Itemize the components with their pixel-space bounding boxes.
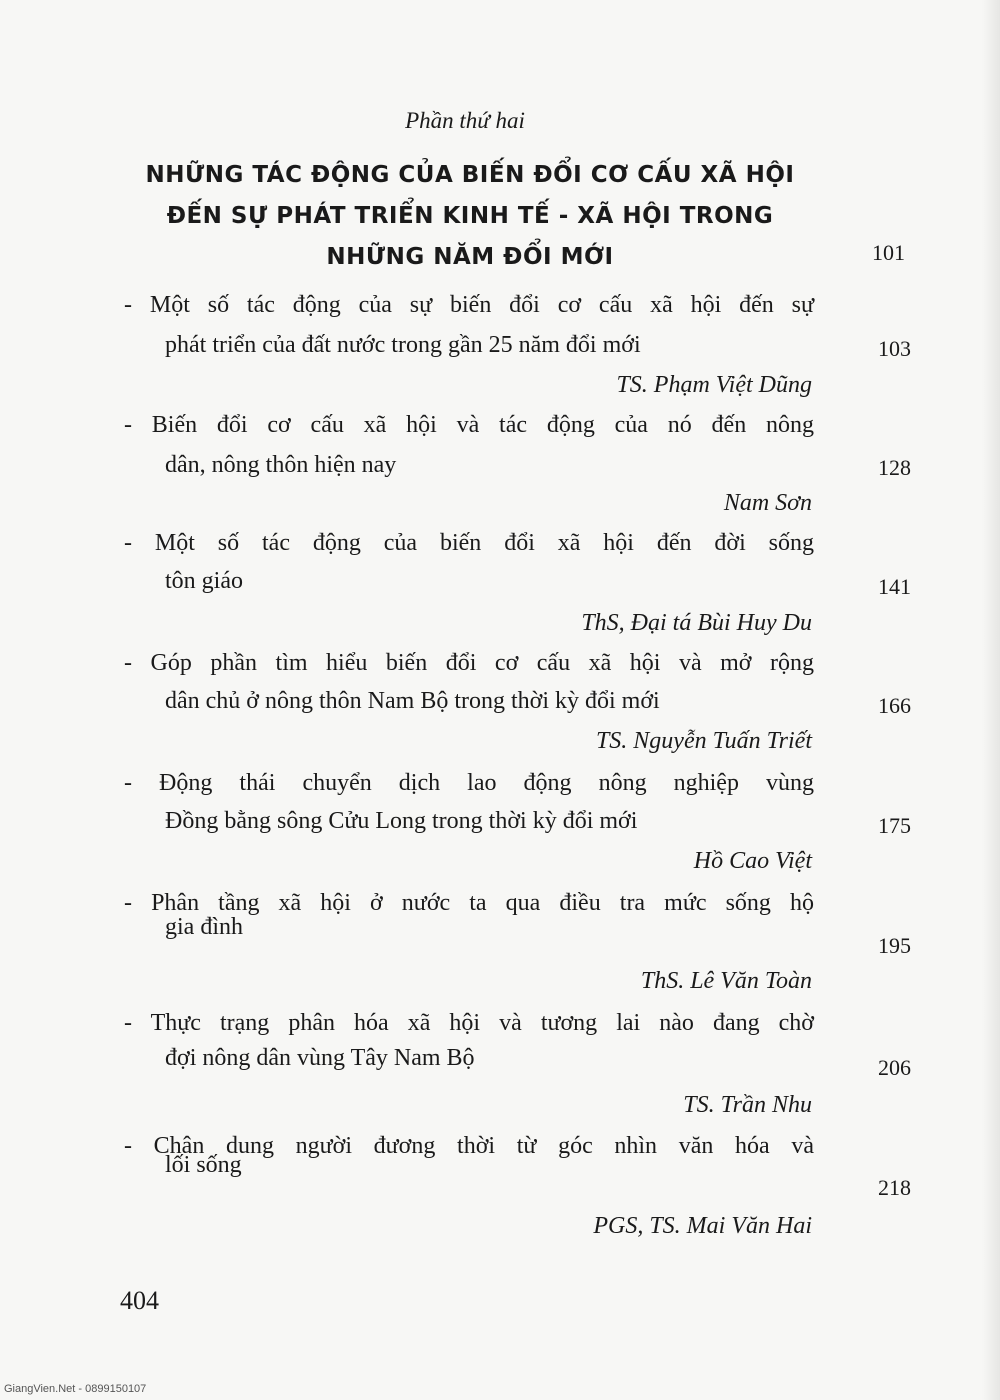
entry-title-line-2: tôn giáo [165,568,243,594]
entry-page-number: 195 [878,933,911,958]
section-title [130,155,810,278]
entry-author: TS. Trần Nhu [683,1092,812,1118]
section-title-line: NHỮNG NĂM ĐỔI MỚI [326,244,614,270]
entry-title-line-2: dân chủ ở nông thôn Nam Bộ trong thời kỳ đổi mới [165,688,660,714]
entry-title-line-2: lối sống [165,1152,242,1178]
entry-title-line-2: dân, nông thôn hiện nay [165,452,397,478]
section-title-line: NHỮNG TÁC ĐỘNG CỦA BIẾN ĐỔI CƠ CẤU XÃ HỘI [145,162,795,188]
entry-author: TS. Phạm Việt Dũng [616,372,812,398]
entry-title-line-1: - Một số tác động của biến đổi xã hội đến đời sống [124,530,814,556]
page-number: 404 [120,1286,159,1315]
entry-title-line-2: Đồng bằng sông Cửu Long trong thời kỳ đổi mới [165,808,638,834]
entry-title-line-1: - Chân dung người đương thời từ góc nhìn văn hóa và [124,1133,814,1159]
section-page-number: 101 [872,240,905,265]
entry-title-line-2: đợi nông dân vùng Tây Nam Bộ [165,1045,475,1071]
entry-title-line-1: - Phân tầng xã hội ở nước ta qua điều tra mức sống hộ [124,890,814,916]
watermark: GiangVien.Net - 0899150107 [4,1383,147,1395]
entry-title-line-2: phát triển của đất nước trong gần 25 năm đổi mới [165,332,641,358]
section-title-line: ĐẾN SỰ PHÁT TRIỂN KINH TẾ - XÃ HỘI TRONG [166,203,774,229]
page-edge-shadow [982,0,1000,1400]
entry-author: Nam Sơn [723,490,812,516]
entry-author: Hồ Cao Việt [693,848,812,874]
entry-title-line-1: - Động thái chuyển dịch lao động nông nghiệp vùng [124,770,814,796]
entry-title-line-1: - Một số tác động của sự biến đổi cơ cấu xã hội đến sự [124,292,814,318]
entry-title-line-2: gia đình [165,914,243,940]
entry-title-line-1: - Góp phần tìm hiểu biến đổi cơ cấu xã hội và mở rộng [124,650,814,676]
entry-page-number: 141 [878,574,911,599]
entry-page-number: 166 [878,693,911,718]
entry-author: PGS, TS. Mai Văn Hai [593,1213,812,1239]
entry-page-number: 218 [878,1175,911,1200]
entry-title-line-1: - Thực trạng phân hóa xã hội và tương lai nào đang chờ [124,1010,814,1036]
entry-author: ThS. Lê Văn Toàn [640,968,812,994]
entry-author: TS. Nguyễn Tuấn Triết [595,728,812,754]
entry-page-number: 175 [878,813,911,838]
entry-title-line-1: - Biến đổi cơ cấu xã hội và tác động của nó đến nông [124,412,814,438]
section-label: Phần thứ hai [405,108,525,133]
entry-page-number: 128 [878,455,911,480]
entry-author: ThS, Đại tá Bùi Huy Du [581,610,812,636]
entry-page-number: 103 [878,336,911,361]
entry-page-number: 206 [878,1055,911,1080]
